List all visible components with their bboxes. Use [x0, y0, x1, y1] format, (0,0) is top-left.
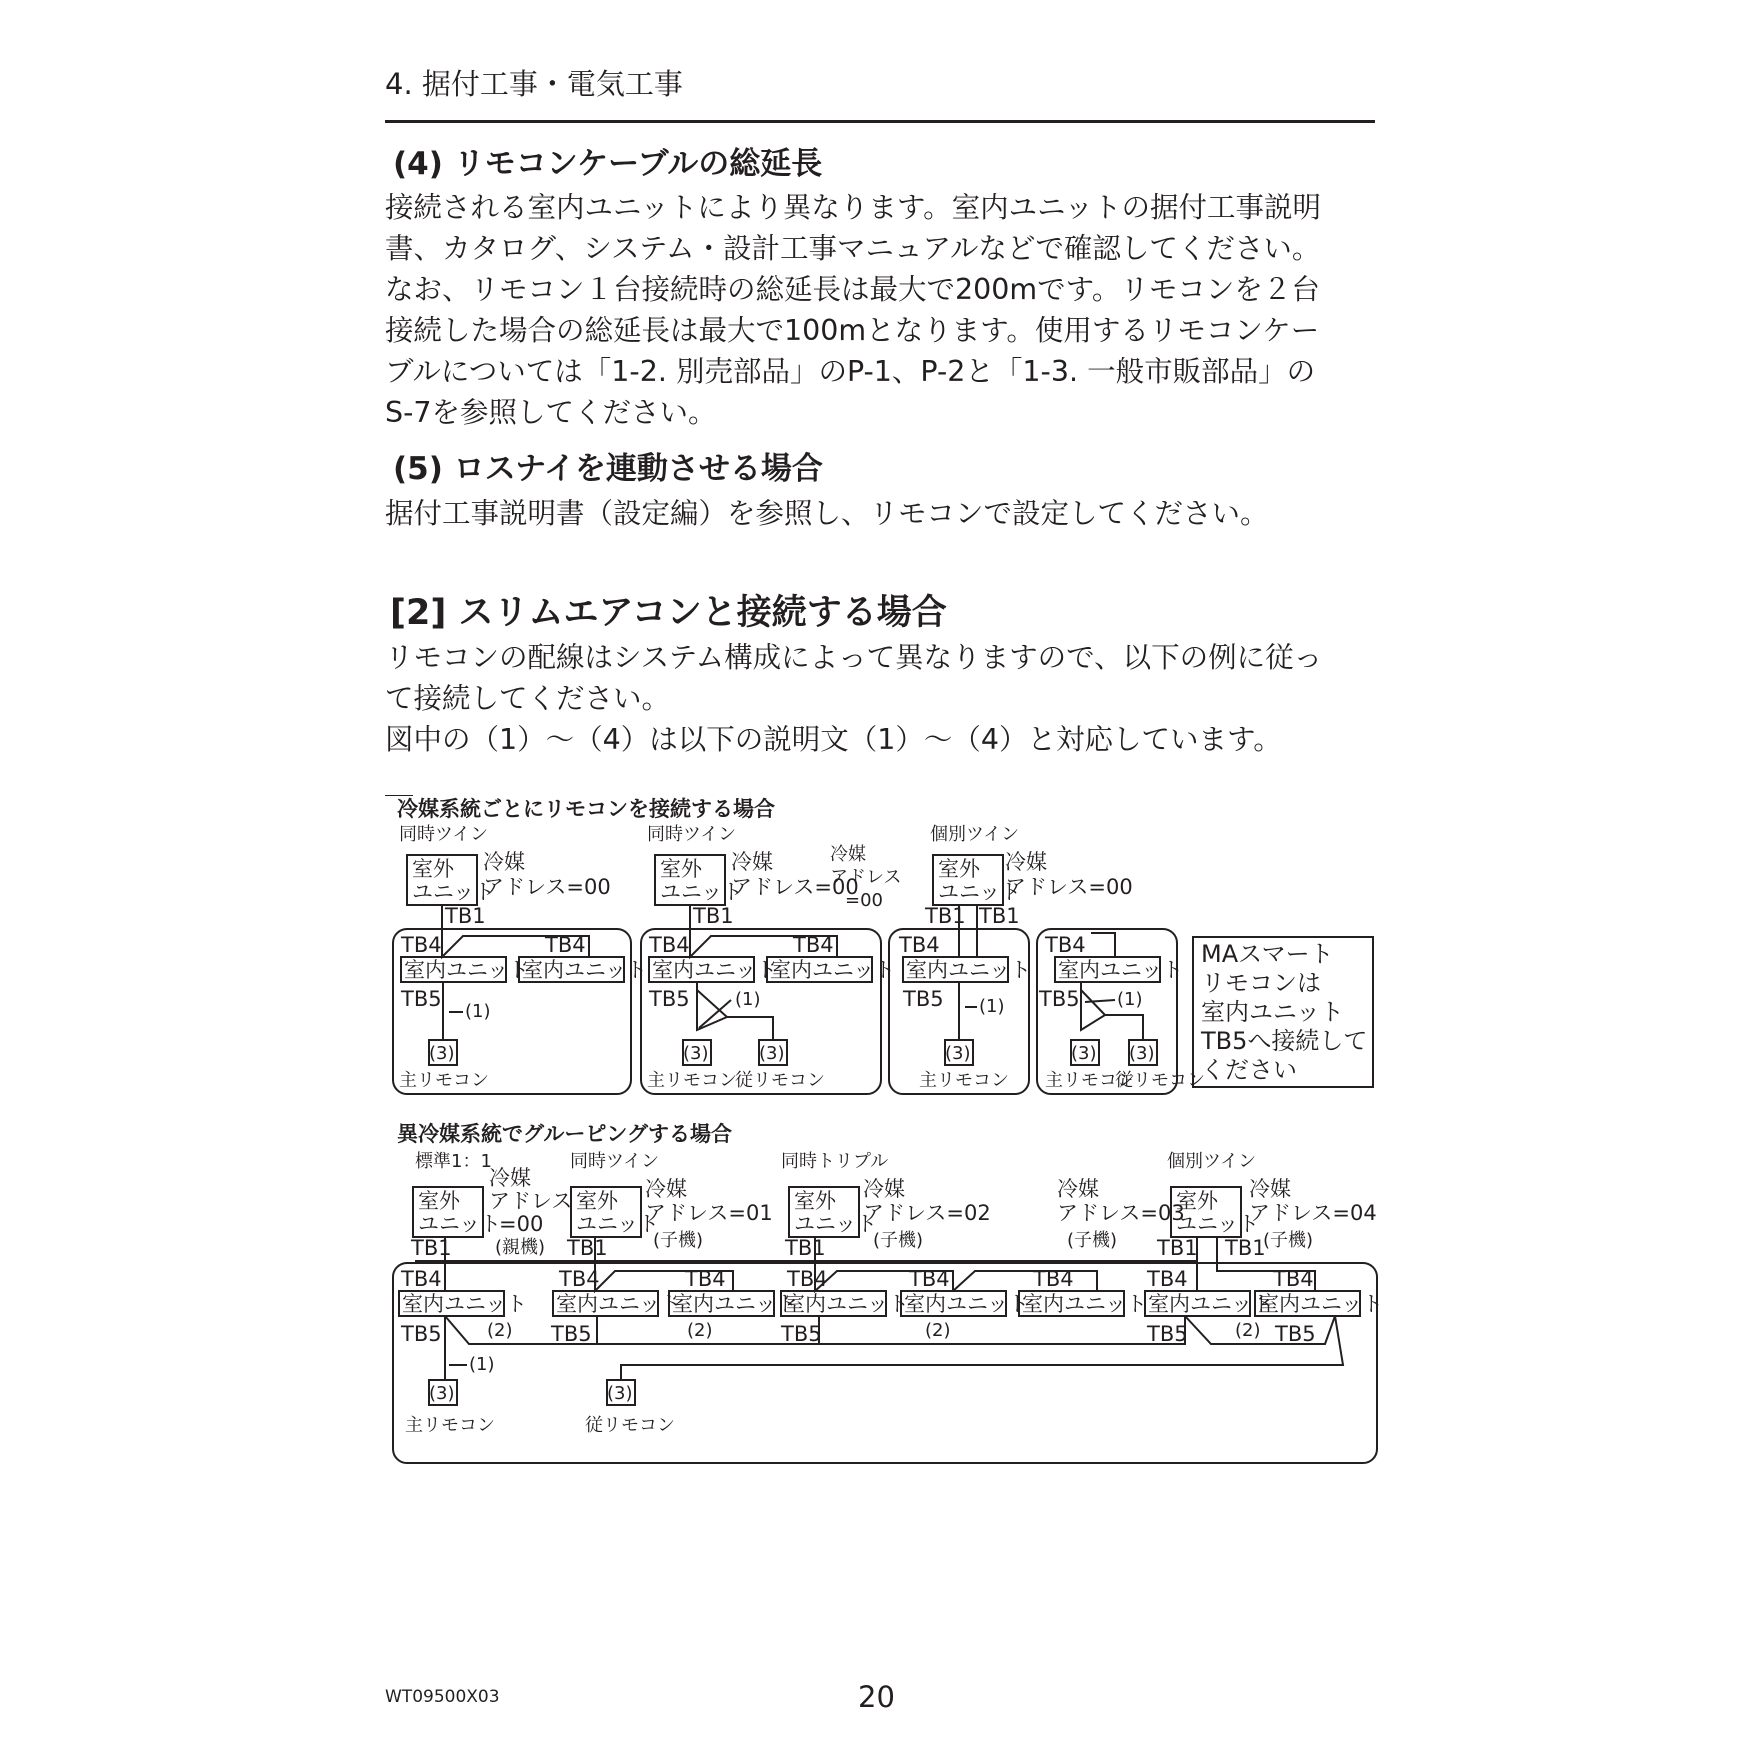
- system-type-label: 個別ツイン: [1167, 1151, 1257, 1172]
- callout-3: (3): [1129, 1043, 1155, 1064]
- tb5-label: TB5: [649, 987, 690, 1011]
- system-type-label: 個別ツイン: [930, 824, 1020, 845]
- tb1-label: TB1: [1225, 1236, 1266, 1260]
- indoor-unit-label: 室内ユニット: [402, 1292, 528, 1316]
- outdoor-unit-label: ユニット: [794, 1212, 878, 1236]
- main-remote-label: 主リモコン: [1045, 1070, 1135, 1091]
- sub-remote-label: 従リモコン: [585, 1415, 675, 1436]
- system-type-label: 同時ツイン: [570, 1151, 660, 1172]
- remote-wire: [697, 990, 727, 1017]
- section-2-body: [385, 637, 1385, 760]
- tb5-label: TB5: [1039, 987, 1080, 1011]
- indoor-unit-label: 室内ユニット: [770, 958, 896, 982]
- tb5-label: TB5: [401, 987, 442, 1011]
- tb5-label: TB5: [1275, 1322, 1316, 1346]
- remote-wire: [819, 1316, 1185, 1344]
- tb4-label: TB4: [1273, 1267, 1314, 1291]
- system-type-label: 標準1：1: [415, 1151, 492, 1172]
- refrigerant-address: アドレス: [830, 867, 902, 888]
- callout-2: (2): [925, 1320, 951, 1341]
- outdoor-unit-label: 室外: [794, 1189, 836, 1213]
- transmission-wire: [1091, 933, 1115, 957]
- refrigerant-address: アドレス=03: [1057, 1201, 1185, 1225]
- section-5-line: 据付工事説明書（設定編）を参照し、リモコンで設定してください。: [385, 497, 1269, 530]
- sub-remote-label: 従リモコン: [1115, 1070, 1205, 1091]
- tb4-label: TB4: [649, 933, 690, 957]
- child-label: (子機): [873, 1230, 924, 1251]
- refrigerant-label: 冷媒: [1005, 850, 1047, 874]
- note-line: MAスマート: [1201, 940, 1334, 968]
- tb4-label: TB4: [899, 933, 940, 957]
- refrigerant-address: アドレス=04: [1249, 1201, 1377, 1225]
- indoor-unit-label: 室内ユニット: [784, 1292, 910, 1316]
- tb1-label: TB1: [445, 904, 486, 928]
- indoor-unit-label: 室内ユニット: [906, 958, 1032, 982]
- refrigerant-address: アドレス=01: [645, 1201, 773, 1225]
- outdoor-unit-label: ユニット: [418, 1212, 502, 1236]
- section-4-body: [385, 187, 1385, 433]
- pointer-arrow: [1085, 1000, 1115, 1002]
- callout-3: (3): [429, 1383, 455, 1404]
- refrigerant-address: =00: [499, 1212, 544, 1236]
- main-remote-label: 主リモコン: [399, 1070, 489, 1091]
- refrigerant-label: 冷媒: [731, 850, 773, 874]
- document-code: WT09500X03: [385, 1687, 500, 1707]
- refrigerant-label: 冷媒: [830, 844, 866, 865]
- section-4-line: 書、カタログ、システム・設計工事マニュアルなどで確認してください。: [385, 232, 1321, 265]
- section-4-line: S-7を参照してください。: [385, 396, 717, 429]
- section-5-body: [385, 493, 1385, 534]
- header-rule: [385, 120, 1375, 123]
- wiring-diagram: [385, 795, 1385, 1475]
- tb4-label: TB4: [909, 1267, 950, 1291]
- section-4-title: (4) リモコンケーブルの総延長: [393, 146, 823, 182]
- tb1-label: TB1: [785, 1236, 826, 1260]
- indoor-unit-label: 室内ユニット: [652, 958, 778, 982]
- refrigerant-label: 冷媒: [1057, 1177, 1099, 1201]
- child-label: (子機): [1067, 1230, 1118, 1251]
- refrigerant-address: アドレス=00: [483, 875, 611, 899]
- main-remote-label: 主リモコン: [405, 1415, 495, 1436]
- main-remote-label: 主リモコン: [919, 1070, 1009, 1091]
- tb4-label: TB4: [685, 1267, 726, 1291]
- bottom-diagram-title: 異冷媒系統でグルーピングする場合: [397, 1122, 732, 1146]
- tb4-label: TB4: [1147, 1267, 1188, 1291]
- top-group-1: [393, 824, 647, 1094]
- refrigerant-label: 冷媒: [483, 850, 525, 874]
- tb4-label: TB4: [401, 1267, 442, 1291]
- refrigerant-address: アドレス=02: [863, 1201, 991, 1225]
- tb1-label: TB1: [411, 1236, 452, 1260]
- indoor-unit-label: 室内ユニット: [1148, 1292, 1274, 1316]
- outdoor-unit-label: 室外: [418, 1189, 460, 1213]
- tb1-label: TB1: [925, 904, 966, 928]
- tb5-label: TB5: [401, 1322, 442, 1346]
- callout-1: (1): [469, 1354, 495, 1375]
- chapter-heading: 4. 据付工事・電気工事: [385, 67, 683, 101]
- tb5-label: TB5: [781, 1322, 822, 1346]
- refrigerant-label: 冷媒: [645, 1177, 687, 1201]
- note-line: TB5へ接続して: [1201, 1027, 1368, 1055]
- callout-1: (1): [465, 1001, 491, 1022]
- pointer-arrow: [699, 1000, 731, 1028]
- outdoor-unit-label: ユニット: [1176, 1212, 1260, 1236]
- section-2-line: 図中の（1）～（4）は以下の説明文（1）～（4）と対応しています。: [385, 723, 1282, 756]
- indoor-unit-label: 室内ユニット: [672, 1292, 798, 1316]
- callout-3: (3): [607, 1383, 633, 1404]
- bottom-outdoor-units: [410, 1151, 1377, 1260]
- parent-label: (親機): [495, 1237, 546, 1258]
- note-line: 室内ユニット: [1201, 998, 1345, 1026]
- tb4-label: TB4: [787, 1267, 828, 1291]
- callout-3: (3): [683, 1043, 709, 1064]
- callout-3: (3): [759, 1043, 785, 1064]
- child-label: (子機): [1263, 1230, 1314, 1251]
- refrigerant-address: アドレス: [489, 1189, 573, 1213]
- outdoor-unit-label: ユニット: [660, 880, 744, 904]
- child-label: (子機): [653, 1230, 704, 1251]
- system-type-label: 同時ツイン: [647, 824, 737, 845]
- refrigerant-label: 冷媒: [863, 1177, 905, 1201]
- section-4-line: 接続した場合の総延長は最大で100mとなります。使用するリモコンケー: [385, 314, 1320, 347]
- tb1-label: TB1: [693, 904, 734, 928]
- outdoor-unit-label: 室外: [660, 857, 702, 881]
- outdoor-unit-label: 室外: [576, 1189, 618, 1213]
- outdoor-unit-label: 室外: [938, 857, 980, 881]
- remote-wire: [1081, 990, 1105, 1015]
- tb4-label: TB4: [1045, 933, 1086, 957]
- outdoor-unit-label: 室外: [1176, 1189, 1218, 1213]
- tb4-label: TB4: [559, 1267, 600, 1291]
- tb5-label: TB5: [903, 987, 944, 1011]
- outdoor-unit-label: ユニット: [412, 880, 496, 904]
- indoor-unit-label: 室内ユニット: [1058, 958, 1184, 982]
- callout-1: (1): [1117, 989, 1143, 1010]
- callout-1: (1): [735, 989, 761, 1010]
- section-4-line: なお、リモコン１台接続時の総延長は最大で200mです。リモコンを２台: [385, 273, 1320, 306]
- section-2-line: て接続してください。: [385, 682, 671, 715]
- section-4-line: ブルについては「1-2. 別売部品」のP-1、P-2と「1-3. 一般市販部品」の: [385, 355, 1316, 388]
- callout-2: (2): [1235, 1320, 1261, 1341]
- section-5-title: (5) ロスナイを連動させる場合: [393, 451, 823, 487]
- tb4-label: TB4: [1033, 1267, 1074, 1291]
- tb4-label: TB4: [401, 933, 442, 957]
- tb4-label: TB4: [545, 933, 586, 957]
- transmission-wire: [953, 1271, 1097, 1291]
- callout-2: (2): [487, 1320, 513, 1341]
- callout-1: (1): [979, 996, 1005, 1017]
- main-remote-label: 主リモコン: [647, 1070, 737, 1091]
- section-4-line: 接続される室内ユニットにより異なります。室内ユニットの据付工事説明: [385, 191, 1321, 224]
- outdoor-unit-label: ユニット: [576, 1212, 660, 1236]
- note-line: ください: [1201, 1056, 1297, 1084]
- page-number: 20: [858, 1680, 895, 1714]
- indoor-unit-label: 室内ユニット: [1022, 1292, 1148, 1316]
- tb1-label: TB1: [979, 904, 1020, 928]
- indoor-unit-label: 室内ユニット: [1258, 1292, 1384, 1316]
- tb1-label: TB1: [567, 1236, 608, 1260]
- refrigerant-address: アドレス=00: [1005, 875, 1133, 899]
- indoor-unit-label: 室内ユニット: [904, 1292, 1030, 1316]
- outdoor-unit-label: ユニット: [938, 880, 1022, 904]
- system-type-label: 同時ツイン: [399, 824, 489, 845]
- outdoor-unit-label: 室外: [412, 857, 454, 881]
- callout-3: (3): [945, 1043, 971, 1064]
- sub-remote-label: 従リモコン: [735, 1070, 825, 1091]
- refrigerant-label: 冷媒: [489, 1166, 531, 1190]
- top-diagram-title: 冷媒系統ごとにリモコンを接続する場合: [397, 797, 775, 821]
- note-line: リモコンは: [1201, 969, 1321, 997]
- callout-2: (2): [687, 1320, 713, 1341]
- tb5-label: TB5: [1147, 1322, 1188, 1346]
- callout-3: (3): [429, 1043, 455, 1064]
- indoor-unit-label: 室内ユニット: [404, 958, 530, 982]
- ma-smart-remote-note: [1193, 937, 1373, 1087]
- indoor-unit-label: 室内ユニット: [556, 1292, 682, 1316]
- refrigerant-label: 冷媒: [1249, 1177, 1291, 1201]
- top-group-4: [1037, 929, 1205, 1094]
- tb4-label: TB4: [793, 933, 834, 957]
- refrigerant-address: =00: [845, 890, 883, 911]
- callout-3: (3): [1071, 1043, 1097, 1064]
- system-type-label: 同時トリプル: [781, 1151, 889, 1172]
- tb1-label: TB1: [1157, 1236, 1198, 1260]
- indoor-unit-label: 室内ユニット: [522, 958, 648, 982]
- section-2-line: リモコンの配線はシステム構成によって異なりますので、以下の例に従っ: [385, 641, 1323, 674]
- refrigerant-address: アドレス=00: [731, 875, 859, 899]
- section-2-title: [2] スリムエアコンと接続する場合: [390, 593, 947, 633]
- tb5-label: TB5: [551, 1322, 592, 1346]
